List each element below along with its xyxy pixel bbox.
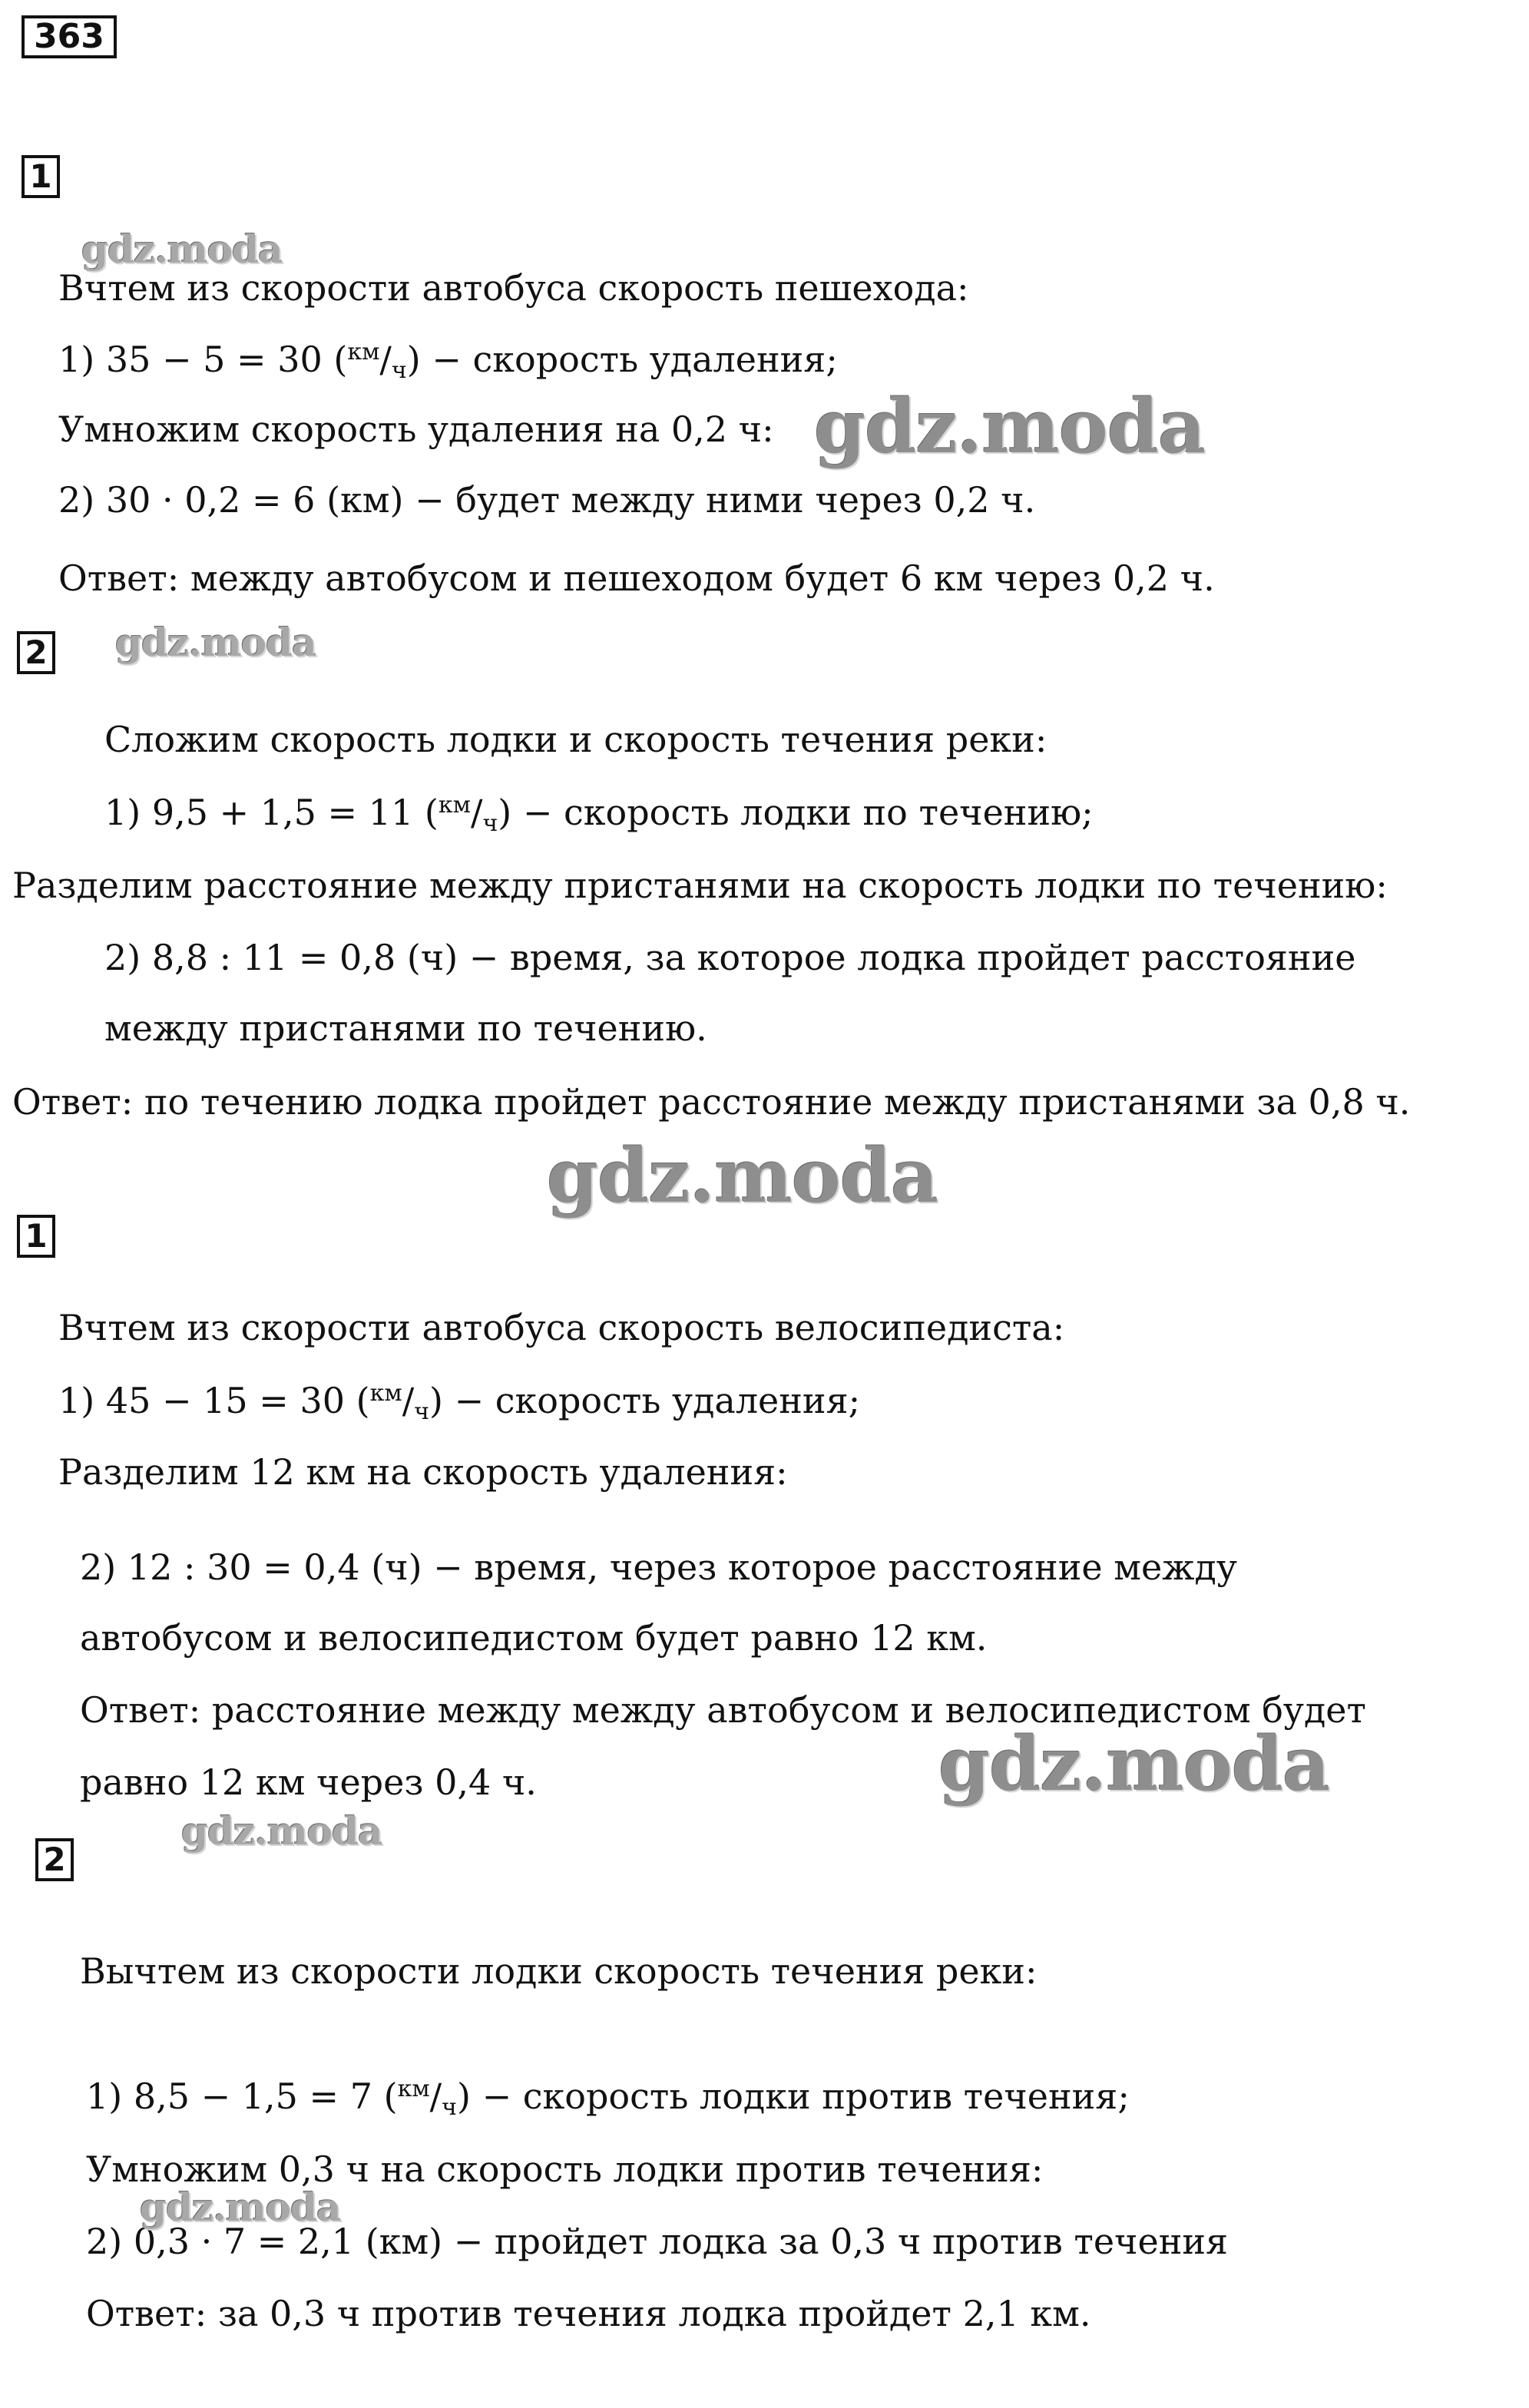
watermark: gdz.moda	[814, 383, 1206, 470]
answer-line: Ответ: за 0,3 ч против течения лодка пройдет 2,1 км.	[86, 2293, 1091, 2334]
text-line: Сложим скорость лодки и скорость течения реки:	[104, 719, 1047, 760]
watermark: gdz.moda	[938, 1721, 1330, 1808]
watermark: gdz.moda	[140, 2185, 341, 2230]
watermark: gdz.moda	[115, 620, 316, 665]
unit-speed: $(^{км}/_ч)$	[424, 792, 512, 837]
answer-line: равно 12 км через 0,4 ч.	[80, 1761, 537, 1803]
text-line: Вычтем из скорости лодки скорость течения реки:	[80, 1950, 1038, 1992]
answer-line: Ответ: по течению лодка пройдет расстояние между пристанями за 0,8 ч.	[12, 1081, 1411, 1123]
equation-line: 1) 9,5 + 1,5 = 11 $(^{км}/_ч)$ − скорость лодки по течению;	[104, 792, 1094, 837]
equation-line: 2) 30 · 0,2 = 6 (км) − будет между ними через 0,2 ч.	[58, 479, 1036, 521]
unit-speed: $(^{км}/_ч)$	[356, 1380, 443, 1425]
watermark: gdz.moda	[547, 1133, 938, 1219]
equation-line: 2) 12 : 30 = 0,4 (ч) − время, через которое расстояние между	[80, 1546, 1237, 1588]
equation-line: 1) 45 − 15 = 30 $(^{км}/_ч)$ − скорость удаления;	[58, 1380, 861, 1425]
watermark: gdz.moda	[181, 1808, 382, 1854]
section-marker-2: 2	[17, 631, 55, 674]
equation-line: 1) 35 − 5 = 30 $(^{км}/_ч)$ − скорость удаления;	[58, 339, 838, 384]
equation-line: 2) 8,8 : 11 = 0,8 (ч) − время, за которое лодка пройдет расстояние	[104, 937, 1356, 978]
answer-line: Ответ: между автобусом и пешеходом будет 6 км через 0,2 ч.	[58, 557, 1215, 599]
watermark: gdz.moda	[81, 227, 283, 272]
section-marker-2b: 2	[35, 1838, 74, 1881]
text-line: Разделим 12 км на скорость удаления:	[58, 1451, 788, 1493]
section-marker-1b: 1	[17, 1215, 55, 1258]
text-line: Вчтем из скорости автобуса скорость пешехода:	[58, 267, 969, 309]
text-line: Умножим скорость удаления на 0,2 ч:	[58, 408, 774, 450]
section-marker-1: 1	[22, 155, 60, 198]
text-line: автобусом и велосипедистом будет равно 12 км.	[80, 1617, 988, 1659]
equation-line: 1) 8,5 − 1,5 = 7 $(^{км}/_ч)$ − скорость лодки против течения;	[86, 2076, 1130, 2121]
task-number: 363	[22, 15, 117, 58]
text-line: Умножим 0,3 ч на скорость лодки против течения:	[86, 2148, 1044, 2190]
text-line: Разделим расстояние между пристанями на скорость лодки по течению:	[12, 865, 1388, 906]
unit-speed: $(^{км}/_ч)$	[333, 339, 421, 384]
text-line: Вчтем из скорости автобуса скорость велосипедиста:	[58, 1307, 1065, 1348]
answer-line: Ответ: расстояние между между автобусом и велосипедистом будет	[80, 1689, 1366, 1731]
text-line: между пристанями по течению.	[104, 1007, 707, 1049]
equation-line: 2) 0,3 · 7 = 2,1 (км) − пройдет лодка за 0,3 ч против течения	[86, 2221, 1229, 2262]
unit-speed: $(^{км}/_ч)$	[383, 2076, 471, 2121]
